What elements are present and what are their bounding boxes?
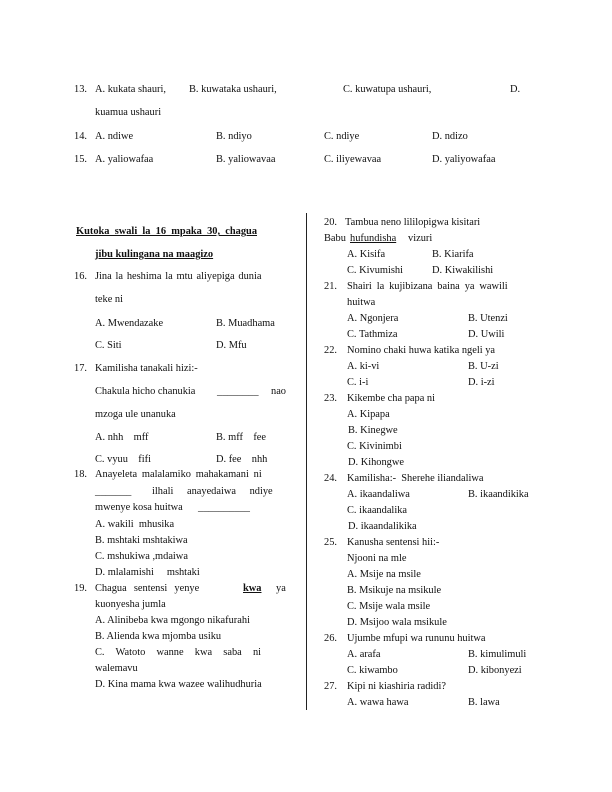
q25-option-c: C. Msije wala msile [347, 601, 431, 612]
q26-option-c: C. kiwambo [347, 665, 398, 676]
q13-option-d-text: kuamua ushauri [95, 107, 162, 118]
q17-blank: ________ [217, 386, 259, 397]
q13-option-c: C. kuwatupa ushauri, [343, 84, 432, 95]
q22-option-a: A. ki-vi [347, 361, 380, 372]
q19-option-a: A. Alinibeba kwa mgongo nikafurahi [95, 615, 250, 626]
q16-stem: Jina la heshima la mtu aliyepiga dunia [95, 271, 262, 282]
q24-option-b: B. ikaandikika [468, 489, 529, 500]
q24-stem: Kamilisha:- Sherehe iliandaliwa [347, 473, 484, 484]
q26-option-b: B. kimulimuli [468, 649, 527, 660]
q21-number: 21. [324, 281, 337, 292]
q18-stem-line3: mwenye kosa huitwa [95, 502, 183, 513]
q27-option-a: A. wawa hawa [347, 697, 409, 708]
q22-number: 22. [324, 345, 337, 356]
q15-option-d: D. yaliyowafaa [432, 154, 496, 165]
q18-number: 18. [74, 469, 87, 480]
section-heading: Kutoka swali la 16 mpaka 30, chagua [76, 226, 258, 237]
q13-number: 13. [74, 84, 87, 95]
q25-option-b: B. Msikuje na msikule [347, 585, 442, 596]
q19-option-d: D. Kina mama kwa wazee walihudhuria [95, 679, 262, 690]
q17-option-d: D. fee nhh [216, 454, 268, 465]
q26-option-a: A. arafa [347, 649, 381, 660]
q25-number: 25. [324, 537, 337, 548]
q19-option-c-line2: walemavu [95, 663, 138, 674]
q19-stem-line2: kuonyesha jumla [95, 599, 166, 610]
q17-stem-line3: mzoga ule unanuka [95, 409, 176, 420]
q22-option-b: B. U-zi [468, 361, 499, 372]
q17-stem-line2: Chakula hicho chanukia [95, 386, 196, 397]
q21-stem-line2: huitwa [347, 297, 376, 308]
q27-stem: Kipi ni kiashiria radidi? [347, 681, 446, 692]
q26-option-d: D. kibonyezi [468, 665, 522, 676]
q16-option-c: C. Siti [95, 340, 122, 351]
q23-option-c: C. Kivinimbi [347, 441, 402, 452]
section-heading-line2: jibu kulingana na maagizo [95, 249, 214, 260]
q18-option-a: A. wakili mhusika [95, 519, 175, 530]
q20-number: 20. [324, 217, 337, 228]
q24-option-a: A. ikaandaliwa [347, 489, 410, 500]
q14-option-c: C. ndiye [324, 131, 360, 142]
q14-option-a: A. ndiwe [95, 131, 134, 142]
q23-option-a: A. Kipapa [347, 409, 390, 420]
q18-blank-1: _______ [95, 486, 132, 497]
q25-option-a: A. Msije na msile [347, 569, 421, 580]
q24-option-c: C. ikaandalika [347, 505, 408, 516]
q20-option-b: B. Kiarifa [432, 249, 474, 260]
q26-number: 26. [324, 633, 337, 644]
q24-number: 24. [324, 473, 337, 484]
q25-option-d: D. Msijoo wala msikule [347, 617, 447, 628]
q26-stem: Ujumbe mfupi wa rununu huitwa [347, 633, 486, 644]
q19-stem-end: ya [276, 583, 286, 594]
q20-stem: Tambua neno lililopigwa kisitari [345, 217, 481, 228]
q20-stem-line2-end: vizuri [408, 233, 433, 244]
q13-option-a: A. kukata shauri, [95, 84, 166, 95]
q17-option-b: B. mff fee [216, 432, 267, 443]
q18-option-d: D. mlalamishi mshtaki [95, 567, 200, 578]
q18-stem: Anayeleta malalamiko mahakamani ni [95, 469, 262, 480]
q16-stem-line2: teke ni [95, 294, 123, 305]
q17-stem-line2-end: nao [271, 386, 287, 397]
q16-option-a: A. Mwendazake [95, 318, 164, 329]
q13-option-d: D. [510, 84, 521, 95]
q17-option-c: C. vyuu fifi [95, 454, 151, 465]
column-divider [306, 213, 307, 710]
q24-option-d: D. ikaandalikika [348, 521, 417, 532]
q22-option-d: D. i-zi [468, 377, 495, 388]
q14-option-b: B. ndiyo [216, 131, 252, 142]
q15-option-a: A. yaliowafaa [95, 154, 154, 165]
q20-stem-line2: Babu [324, 233, 346, 244]
q21-option-a: A. Ngonjera [347, 313, 399, 324]
q19-keyword: kwa [243, 583, 262, 594]
q23-option-b: B. Kinegwe [348, 425, 398, 436]
q18-option-c: C. mshukiwa ,mdaiwa [95, 551, 188, 562]
q19-number: 19. [74, 583, 87, 594]
q13-option-b: B. kuwataka ushauri, [189, 84, 277, 95]
q20-underlined-word: hufundisha [350, 233, 397, 244]
q20-option-a: A. Kisifa [347, 249, 386, 260]
q21-option-d: D. Uwili [468, 329, 505, 340]
q16-option-b: B. Muadhama [216, 318, 275, 329]
q15-number: 15. [74, 154, 87, 165]
q18-option-b: B. mshtaki mshtakiwa [95, 535, 188, 546]
q21-stem: Shairi la kujibizana baina ya wawili [347, 281, 508, 292]
q17-number: 17. [74, 363, 87, 374]
q25-stem-line2: Njooni na mle [347, 553, 407, 564]
q19-option-c: C. Watoto wanne kwa saba ni [95, 647, 262, 658]
q14-option-d: D. ndizo [432, 131, 468, 142]
q20-option-c: C. Kivumishi [347, 265, 404, 276]
q14-number: 14. [74, 131, 87, 142]
q15-option-c: C. iliyewavaa [324, 154, 382, 165]
q23-number: 23. [324, 393, 337, 404]
q15-option-b: B. yaliowavaa [216, 154, 276, 165]
q19-stem: Chagua sentensi yenye [95, 583, 200, 594]
q17-stem: Kamilisha tanakali hizi:- [95, 363, 198, 374]
q20-option-d: D. Kiwakilishi [432, 265, 494, 276]
q16-option-d: D. Mfu [216, 340, 247, 351]
q23-option-d: D. Kihongwe [348, 457, 404, 468]
q22-stem: Nomino chaki huwa katika ngeli ya [347, 345, 496, 356]
q17-option-a: A. nhh mff [95, 432, 149, 443]
q23-stem: Kikembe cha papa ni [347, 393, 435, 404]
q25-stem: Kanusha sentensi hii:- [347, 537, 440, 548]
q16-number: 16. [74, 271, 87, 282]
q19-option-b: B. Alienda kwa mjomba usiku [95, 631, 222, 642]
q21-option-b: B. Utenzi [468, 313, 508, 324]
q22-option-c: C. i-i [347, 377, 369, 388]
q21-option-c: C. Tathmiza [347, 329, 398, 340]
q18-blank-2: __________ [198, 502, 250, 513]
q27-option-b: B. lawa [468, 697, 500, 708]
q18-stem-line2: ilhali anayedaiwa ndiye [152, 486, 273, 497]
q27-number: 27. [324, 681, 337, 692]
